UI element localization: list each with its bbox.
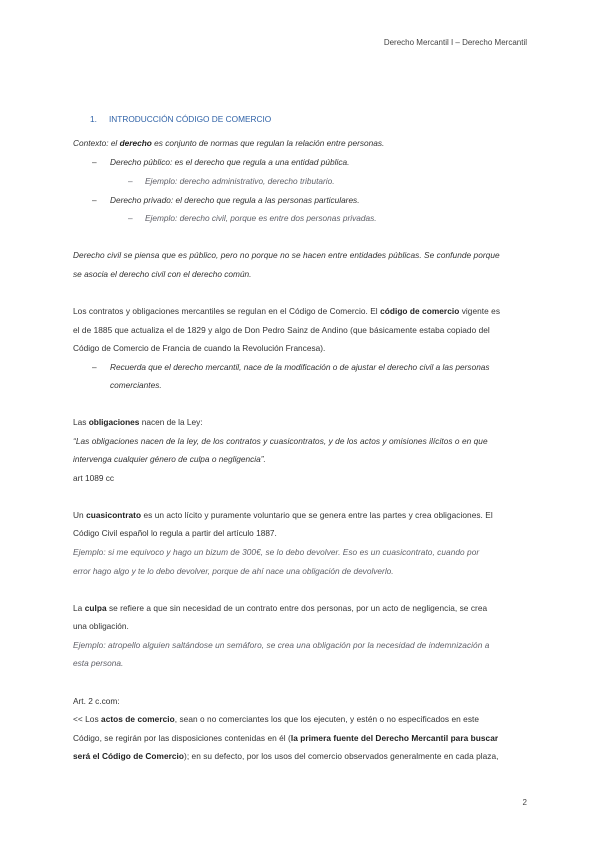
art2-title: Art. 2 c.com:: [73, 696, 120, 706]
obligaciones-quote-2: intervenga cualquier género de culpa o negligencia”.: [73, 454, 266, 464]
obligaciones-text: Las: [73, 417, 89, 427]
contratos-line-3: Código de Comercio de Francia de cuando la Revolución Francesa).: [73, 343, 326, 353]
section-title: INTRODUCCIÓN CÓDIGO DE COMERCIO: [109, 114, 272, 124]
obligaciones-text: nacen de la Ley:: [139, 417, 203, 427]
cuasicontrato-line-1: [73, 510, 528, 521]
obligaciones-quote-1: “Las obligaciones nacen de la ley, de los contratos y cuasicontratos, y de los actos y omisiones ilícitos o en que: [73, 436, 488, 446]
cuasicontrato-bold: cuasicontrato: [86, 510, 142, 520]
primera-fuente-bold: la primera fuente del Derecho Mercantil para buscar: [290, 733, 499, 743]
culpa-text: La: [73, 603, 85, 613]
civil-note-line-1: Derecho civil se piensa que es público, pero no porque no se hacen entre entidades públicas. Se confunde porque: [73, 250, 500, 260]
obligaciones-bold: obligaciones: [88, 417, 140, 427]
recuerda-line-2: comerciantes.: [110, 380, 162, 390]
art2-text: << Los: [73, 714, 102, 724]
bullet-derecho-privado: Derecho privado: el derecho que regula a las personas particulares.: [110, 195, 360, 205]
bullet-publico-ejemplo: Ejemplo: derecho administrativo, derecho tributario.: [145, 176, 335, 186]
bullet-dash: –: [92, 157, 97, 167]
contratos-line-2: el de 1885 que actualiza el de 1829 y algo de Don Pedro Sainz de Andino (que básicamente estaba copiado del: [73, 325, 490, 335]
context-rest: es conjunto de normas que regulan la relación entre personas.: [151, 138, 385, 148]
section-number: 1.: [90, 114, 97, 124]
cuasicontrato-text: Un: [73, 510, 87, 520]
bullet-derecho-publico: Derecho público: es el derecho que regula a una entidad pública.: [110, 157, 350, 167]
culpa-ejemplo-2: esta persona.: [73, 658, 124, 668]
context-paragraph: [73, 138, 528, 149]
page-number: 2: [522, 798, 527, 807]
cuasicontrato-ejemplo-1: Ejemplo: si me equivoco y hago un bizum de 300€, se lo debo devolver. Eso es un cuasicontrato, cuando por: [73, 547, 480, 557]
bullet-privado-ejemplo: Ejemplo: derecho civil, porque es entre dos personas privadas.: [145, 213, 377, 223]
actos-comercio-bold: actos de comercio: [101, 714, 175, 724]
art2-line-1: [73, 714, 528, 725]
art2-text: ); en su defecto, por los usos del comercio observados generalmente en cada plaza,: [184, 751, 499, 761]
culpa-bold: culpa: [84, 603, 107, 613]
cuasicontrato-line-2: Código Civil español lo regula a partir del artículo 1887.: [73, 528, 277, 538]
recuerda-line-1: Recuerda que el derecho mercantil, nace de la modificación o de ajustar el derecho civil a las personas: [110, 362, 490, 372]
art2-text: Código, se regirán por las disposiciones contenidas en él (: [73, 733, 291, 743]
art2-text: , sean o no comerciantes los que los ejecuten, y estén o no especificados en este: [174, 714, 480, 724]
culpa-text: se refiere a que sin necesidad de un contrato entre dos personas, por un acto de negligencia, se crea: [106, 603, 488, 613]
contratos-text: vigente es: [459, 306, 501, 316]
context-prefix: Contexto: el: [73, 138, 120, 148]
running-header: Derecho Mercantil I – Derecho Mercantil: [383, 38, 527, 47]
bullet-dash: –: [92, 195, 97, 205]
contratos-line-1: [73, 306, 528, 317]
codigo-comercio-bold: código de comercio: [380, 306, 460, 316]
context-bold-term: derecho: [119, 138, 152, 148]
culpa-line-2: una obligación.: [73, 621, 129, 631]
contratos-text: Los contratos y obligaciones mercantiles se regulan en el Código de Comercio. El: [73, 306, 381, 316]
bullet-dash: –: [128, 213, 133, 223]
bullet-dash: –: [128, 176, 133, 186]
art2-line-3: [73, 751, 528, 762]
culpa-ejemplo-1: Ejemplo: atropello alguien saltándose un semáforo, se crea una obligación por la necesidad de indemnización a: [73, 640, 490, 650]
culpa-line-1: [73, 603, 528, 614]
civil-note-line-2: se asocia el derecho civil con el derecho común.: [73, 269, 252, 279]
bullet-dash: –: [92, 362, 97, 372]
obligaciones-intro: [73, 417, 528, 428]
art2-line-2: [73, 733, 528, 744]
obligaciones-ref: art 1089 cc: [73, 473, 115, 483]
cuasicontrato-ejemplo-2: error hago algo y te lo debo devolver, porque de ahí nace una obligación de devolverlo.: [73, 566, 394, 576]
codigo-comercio-bold: será el Código de Comercio: [73, 751, 185, 761]
cuasicontrato-text: es un acto lícito y puramente voluntario que se genera entre las partes y crea obligaciones. El: [141, 510, 493, 520]
